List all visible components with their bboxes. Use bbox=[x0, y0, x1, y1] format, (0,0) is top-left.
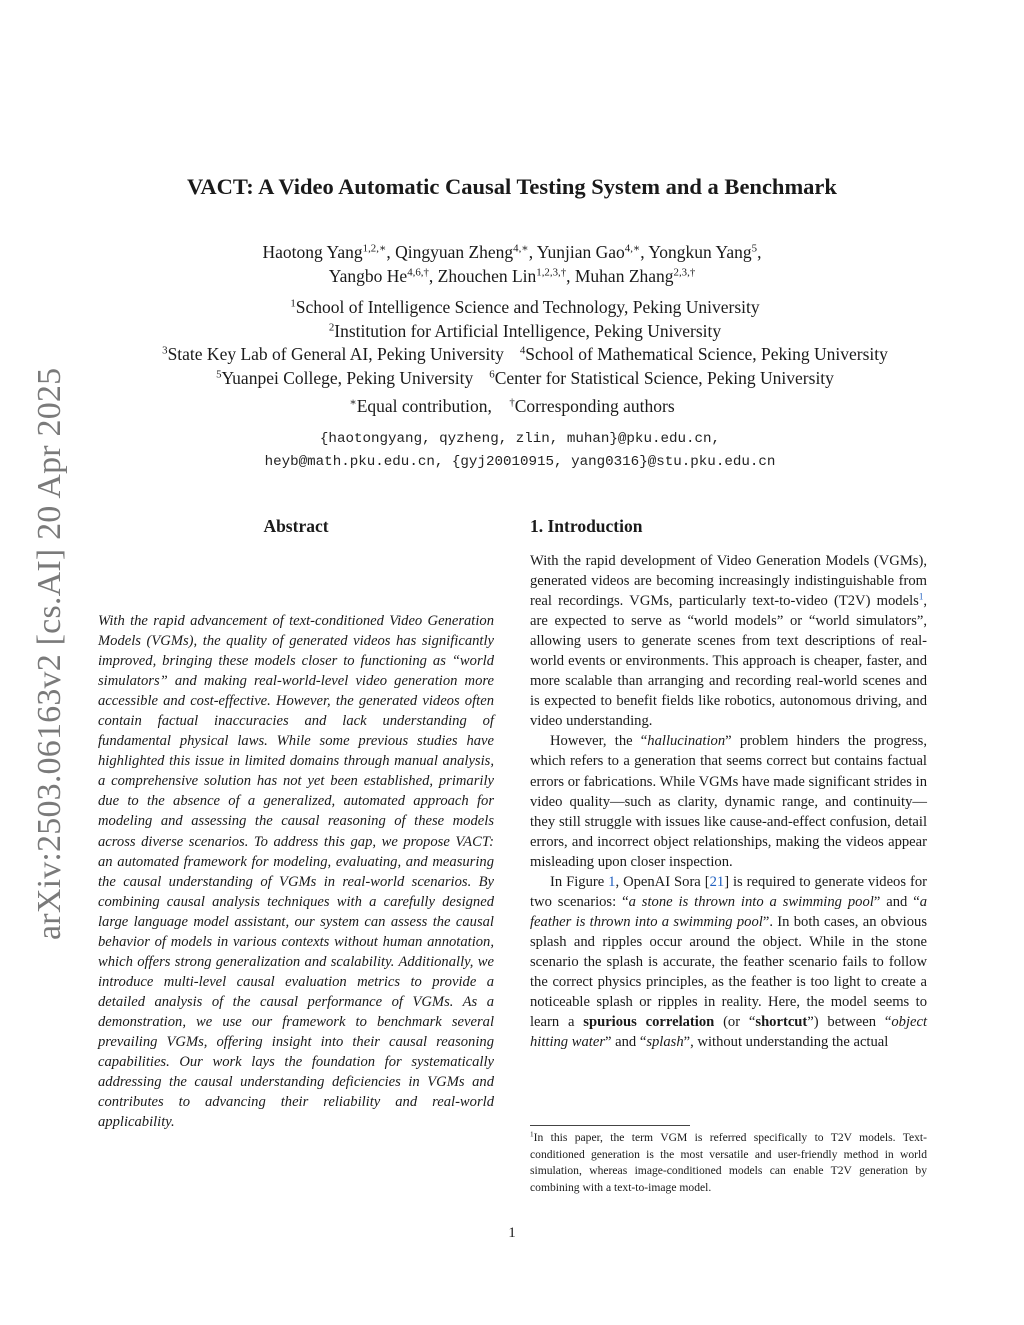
paragraph-text: ”) between “ bbox=[807, 1014, 892, 1031]
author-name: Muhan Zhang bbox=[574, 266, 674, 286]
abstract-text: With the rapid advancement of text-conditioned Video Generation Models (VGMs), the quality of generated videos has significantly improved, bringing these models closer to functioning as “world simulators” and making real-world-level video generation more accessible and cost-effective. However, the generated videos often contain factual inaccuracies and lack understanding of fundamental physical laws. While some previous studies have highlighted this issue in limited domains through manual analysis, a comprehensive solution has not yet been established, primarily due to the absence of a generalized, automated approach for modeling and assessing the causal reasoning of these models across diverse scenarios. To address this gap, we propose VACT: an automated framework for modeling, evaluating, and measuring the causal understanding of VGMs in real-world scenarios. By combining causal analysis techniques with a carefully designed large language model assistant, our system can assess the causal behavior of models in various contexts without human annotation, which offers strong generalization and scalability. Additionally, we introduce multi-level causal evaluation metrics to provide a detailed analysis of the causal performance of VGMs. As a demonstration, we use our framework to benchmark several prevailing VGMs, offering insight into their causal reasoning capabilities. Our work lays the foundation for systematically addressing the causal understanding deficiencies in VGMs and contributes to advancing their reliability and real-world applicability. bbox=[98, 613, 494, 1131]
email-line[interactable]: heyb@math.pku.edu.cn, {gyj20010915, yang0316}@stu.pku.edu.cn bbox=[264, 454, 776, 470]
author-marks: 1,2,∗ bbox=[362, 242, 387, 255]
email-line[interactable]: {haotongyang, qyzheng, zlin, muhan}@pku.edu.cn, bbox=[319, 431, 721, 447]
paragraph-text: However, the “ bbox=[550, 733, 648, 750]
author-marks: 4,∗ bbox=[624, 242, 641, 255]
affiliation-number: 5 bbox=[216, 368, 222, 381]
figure-ref-link[interactable]: 1 bbox=[608, 873, 616, 890]
paragraph-text: ”. In both cases, an obvious splash and ripples occur around the object. While in the stone scenario the splash is accurate, the feather scenario fails to follow the correct physics principles, as the feather is too light to create a noticeable splash or ripples in reality. Here, the model seems to learn a bbox=[530, 913, 928, 1031]
affiliation-number: 1 bbox=[290, 297, 296, 310]
author-name: Yunjian Gao bbox=[536, 242, 625, 262]
intro-paragraph-3 bbox=[530, 872, 927, 1052]
paragraph-text: , OpenAI Sora [ bbox=[615, 873, 710, 890]
affiliation-text: School of Mathematical Science, Peking University bbox=[525, 344, 888, 365]
footnote-number: 1 bbox=[530, 1130, 534, 1139]
affiliation-list bbox=[0, 296, 1024, 390]
page-number: 1 bbox=[508, 1225, 516, 1241]
footnote-divider bbox=[530, 1125, 690, 1126]
contribution-notes bbox=[0, 396, 1024, 417]
paragraph-text: ”, without understanding the actual bbox=[683, 1034, 889, 1051]
author-marks: 2,3,† bbox=[673, 266, 696, 279]
author-name: Haotong Yang bbox=[262, 242, 363, 262]
intro-paragraph-2 bbox=[530, 731, 927, 871]
quoted-prompt: a stone is thrown into a swimming pool bbox=[628, 893, 874, 910]
affiliation-text: State Key Lab of General AI, Peking University bbox=[167, 344, 504, 365]
affiliation-line bbox=[0, 367, 1024, 391]
author-sep: , bbox=[428, 266, 438, 286]
corresponding-mark: † bbox=[509, 396, 515, 409]
affiliation-line bbox=[0, 343, 1024, 367]
paragraph-text: ” and “ bbox=[873, 893, 920, 910]
paragraph-text: ] is required to generate videos for two scenarios: “ bbox=[530, 873, 927, 910]
affiliation-line bbox=[0, 320, 1024, 344]
paragraph-text: ” problem hinders the progress, which refers to a generation that seems correct but contains factual errors or fabrications. While VGMs have made significant strides in video quality—such as clarity, dynamic range, and continuity—they still struggle with issues like cause-and-effect confusion, detail errors, and incorrect object relationships, making the videos appear misleading upon closer inspection. bbox=[530, 733, 928, 870]
corresponding-authors-note: Corresponding authors bbox=[514, 396, 675, 416]
equal-contribution-note: Equal contribution, bbox=[356, 396, 492, 416]
author-sep: , bbox=[528, 242, 537, 262]
author-sep: , bbox=[640, 242, 649, 262]
footnote bbox=[530, 1130, 927, 1197]
author-marks: 4,∗ bbox=[513, 242, 529, 255]
author-name: Zhouchen Lin bbox=[437, 266, 537, 286]
author-name: Qingyuan Zheng bbox=[395, 242, 514, 262]
paragraph-text: With the rapid development of Video Generation Models (VGMs), generated videos are becoming increasingly indistinguishable from real recordings. VGMs, particularly text-to-video (T2V) models bbox=[530, 553, 927, 610]
author-line-2 bbox=[0, 264, 1024, 288]
introduction-heading: 1. Introduction bbox=[530, 516, 643, 536]
paragraph-text: , are expected to serve as “world models” or “world simulators”, allowing users to generate scenes from text descriptions of real-world events or environments. This approach is cheaper, faster, and more scalable than arranging and recording real-world scenes and is expected to benefit fields like robotics, autonomous driving, and video understanding. bbox=[530, 593, 927, 730]
bold-term: shortcut bbox=[755, 1014, 808, 1031]
affiliation-number: 6 bbox=[489, 368, 495, 381]
footnote-ref-link[interactable]: 1 bbox=[918, 591, 924, 602]
email-block bbox=[0, 428, 1024, 474]
arxiv-identifier: arXiv:2503.06163v2 [cs.AI] 20 Apr 2025 bbox=[31, 367, 68, 940]
author-line-1 bbox=[0, 240, 1024, 264]
affiliation-text: Center for Statistical Science, Peking University bbox=[494, 367, 834, 388]
paragraph-text: ” and “ bbox=[605, 1034, 647, 1051]
author-name: Yangbo He bbox=[328, 266, 408, 286]
affiliation-line bbox=[0, 296, 1024, 320]
equal-contribution-mark: ∗ bbox=[349, 396, 357, 409]
emphasized-term: hallucination bbox=[647, 733, 726, 750]
author-sep: , bbox=[757, 242, 762, 262]
author-marks: 5 bbox=[751, 242, 758, 255]
affiliation-number: 4 bbox=[519, 344, 526, 357]
affiliation-number: 2 bbox=[328, 320, 335, 333]
author-list bbox=[0, 240, 1024, 288]
paragraph-text: (or “ bbox=[714, 1014, 756, 1031]
affiliation-text: Institution for Artificial Intelligence, Peking University bbox=[334, 320, 722, 341]
intro-paragraph-1 bbox=[530, 551, 927, 731]
affiliation-number: 3 bbox=[162, 344, 168, 357]
abstract-heading: Abstract bbox=[263, 516, 329, 536]
author-sep: , bbox=[566, 266, 575, 286]
affiliation-text: School of Intelligence Science and Technology, Peking University bbox=[295, 297, 760, 317]
footnote-text: In this paper, the term VGM is referred specifically to T2V models. Text-conditioned generation is the most versatile and user-friendly method in world simulation, whereas image-conditioned models can enable T2V generation by combining with a text-to-image model. bbox=[530, 1131, 927, 1195]
bold-term: spurious correlation bbox=[583, 1014, 715, 1031]
author-marks: 1,2,3,† bbox=[536, 266, 567, 279]
affiliation-text: Yuanpei College, Peking University bbox=[221, 367, 474, 388]
quoted-phrase: object hitting water bbox=[530, 1014, 928, 1051]
author-marks: 4,6,† bbox=[407, 266, 429, 279]
paper-title: VACT: A Video Automatic Causal Testing System and a Benchmark bbox=[187, 174, 837, 199]
quoted-phrase: splash bbox=[646, 1034, 684, 1051]
introduction-body bbox=[530, 551, 927, 1052]
author-name: Yongkun Yang bbox=[648, 242, 752, 262]
quoted-prompt: a feather is thrown into a swimming pool bbox=[530, 893, 927, 930]
author-sep: , bbox=[386, 242, 396, 262]
citation-link[interactable]: 21 bbox=[709, 873, 725, 890]
paragraph-text: In Figure bbox=[550, 873, 609, 890]
